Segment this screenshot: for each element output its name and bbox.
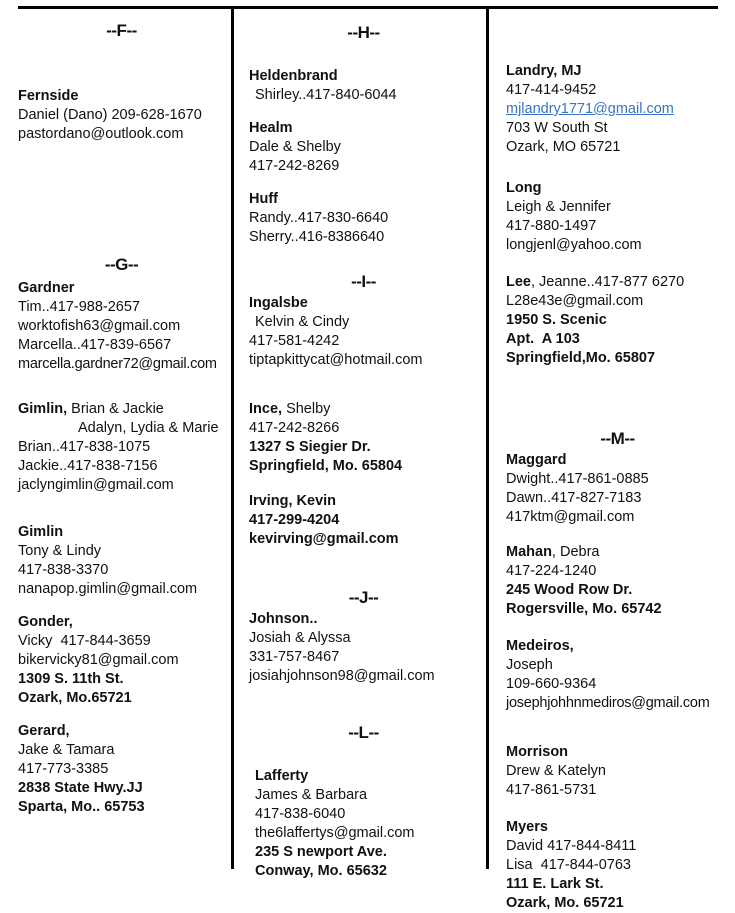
entry-maggard [506,451,729,527]
entry-line: Gerard, [18,723,70,739]
entry-line: Ingalsbe [249,295,308,311]
section-spacer [249,0,478,24]
entry-ingalsbe [249,294,478,370]
entry-line: Joseph [506,657,553,673]
entry-line: 109-660-9364 [506,676,597,692]
entry-spacer [249,370,478,400]
section-spacer [249,247,478,273]
entry-given-names: , Debra [551,544,600,560]
entry-line: Randy..417-830-6640 [249,210,389,226]
entry-line: Shirley..417-840-6044 [255,87,397,103]
entry-line: Ozark, MO 65721 [506,139,621,155]
heading-spacer [249,41,478,67]
entry-line: 417ktm@gmail.com [506,509,635,525]
entry-line: Long [506,180,542,196]
entry-line [506,543,729,562]
entry-line: James & Barbara [255,787,368,803]
entry-line: Huff [249,191,278,207]
section-letter-heading: --M-- [600,429,635,448]
entry-line: Lisa 417-844-0763 [506,857,631,873]
entry-line: Daniel (Dano) 209-628-1670 [18,107,202,123]
entry-line: Johnson.. [249,611,318,627]
entry-line: Maggard [506,452,567,468]
entry-line: worktofish63@gmail.com [18,318,181,334]
directory-column-1 [0,0,231,869]
entry-heldenbrand [249,67,478,105]
entry-line: 417-838-3370 [18,562,109,578]
section-spacer [249,549,478,589]
entry-line: 417-242-8269 [249,158,340,174]
entry-line: Conway, Mo. 65632 [255,863,387,879]
entry-line: Kelvin & Cindy [255,314,350,330]
entry-line: Apt. A 103 [506,331,580,347]
entry-spacer [249,176,478,190]
email-link[interactable]: mjlandry1771@gmail.com [506,101,674,117]
entry-line: 1327 S Siegier Dr. [249,439,371,455]
entry-lee [506,273,729,368]
entry-gonder [18,613,225,708]
section-letter-heading: --I-- [351,272,376,291]
heading-spacer [18,39,225,87]
entry-given-names: Shelby [282,401,331,417]
entry-line: Dwight..417-861-0885 [506,471,649,487]
entry-line: Drew & Katelyn [506,763,606,779]
entry-line [249,400,478,419]
entry-line: 417-299-4204 [249,512,340,528]
entry-line: Marcella..417-839-6567 [18,337,172,353]
entry-line: Sherry..416-8386640 [249,229,385,245]
entry-line: Jackie..417-838-7156 [18,458,158,474]
entry-line: Medeiros, [506,638,574,654]
entry-spacer [506,255,729,273]
entry-line: Lafferty [255,768,309,784]
entry-gimlin-brian [18,400,225,495]
entry-gimlin-tony [18,523,225,599]
entry-line: 1950 S. Scenic [506,312,607,328]
entry-surname: Lee [506,274,531,290]
entry-line: 417-838-6040 [255,806,346,822]
section-spacer [18,144,225,256]
entry-line: Dale & Shelby [249,139,341,155]
entry-line [506,100,729,119]
entry-line: Adalyn, Lydia & Marie [78,420,219,436]
entry-myers [506,818,729,913]
entry-johnson [249,610,478,686]
entry-line: the6laffertys@gmail.com [255,825,415,841]
entry-line: marcella.gardner72@gmail.com [18,356,217,372]
entry-spacer [506,157,729,179]
entry-line: 245 Wood Row Dr. [506,582,633,598]
entry-line: 1309 S. 11th St. [18,671,124,687]
entry-line: Gimlin [18,524,64,540]
entry-line: 417-224-1240 [506,563,597,579]
entry-lafferty [249,767,478,881]
entry-line [506,273,729,292]
entry-gardner [18,279,225,374]
entry-line: Healm [249,120,293,136]
entry-spacer [18,374,225,400]
entry-spacer [506,527,729,543]
entry-line: Fernside [18,88,79,104]
entry-line: Tim..417-988-2657 [18,299,140,315]
entry-line: 417-880-1497 [506,218,597,234]
entry-line: Rogersville, Mo. 65742 [506,601,662,617]
section-spacer [18,0,225,22]
entry-mahan [506,543,729,619]
entry-ince [249,400,478,476]
section-letter-heading: --L-- [348,723,379,742]
entry-line: Heldenbrand [249,68,338,84]
section-letter-heading: --J-- [348,588,379,607]
entry-spacer [506,713,729,743]
entry-fernside [18,87,225,144]
entry-line: bikervicky81@gmail.com [18,652,179,668]
entry-line: Gardner [18,280,75,296]
entry-landry [506,62,729,157]
entry-line: Myers [506,819,548,835]
entry-line: Landry, MJ [506,63,582,79]
section-spacer [249,686,478,724]
entry-line: Leigh & Jennifer [506,199,611,215]
entry-line: 417-773-3385 [18,761,109,777]
entry-line: 417-581-4242 [249,333,340,349]
entry-surname: Mahan [506,544,552,560]
entry-spacer [249,105,478,119]
entry-line: Springfield, Mo. 65804 [249,458,403,474]
entry-line: Jake & Tamara [18,742,115,758]
entry-line: Sparta, Mo.. 65753 [18,799,145,815]
entry-line: 331-757-8467 [249,649,340,665]
entry-spacer [506,800,729,818]
entry-line [18,400,225,419]
entry-line: tiptapkittycat@hotmail.com [249,352,423,368]
entry-spacer [18,599,225,613]
entry-line: Dawn..417-827-7183 [506,490,642,506]
entry-line: longjenl@yahoo.com [506,237,642,253]
entry-line: 703 W South St [506,120,608,136]
entry-line: Gonder, [18,614,73,630]
entry-spacer [506,619,729,637]
entry-long [506,179,729,255]
entry-line: josiahjohnson98@gmail.com [249,668,435,684]
entry-gerard [18,722,225,817]
entry-line: Ozark, Mo.65721 [18,690,132,706]
entry-line: kevirving@gmail.com [249,531,399,547]
entry-line: 2838 State Hwy.JJ [18,780,143,796]
entry-spacer [18,708,225,722]
entry-spacer [249,476,478,492]
entry-line: 417-242-8266 [249,420,340,436]
entry-line: jaclyngimlin@gmail.com [18,477,174,493]
entry-line: Brian..417-838-1075 [18,439,151,455]
entry-healm [249,119,478,176]
entry-line: Tony & Lindy [18,543,102,559]
entry-medeiros [506,637,729,713]
entry-line: L28e43e@gmail.com [506,293,644,309]
entry-line: Springfield,Mo. 65807 [506,350,656,366]
section-spacer [506,368,729,430]
entry-line: 417-414-9452 [506,82,597,98]
entry-line: David 417-844-8411 [506,838,637,854]
entry-line: nanapop.gimlin@gmail.com [18,581,198,597]
section-letter-heading: --F-- [106,21,137,40]
entry-given-names: , Jeanne..417-877 6270 [531,274,685,290]
entry-irving [249,492,478,549]
entry-line: josephjohhnmediros@gmail.com [506,695,710,711]
entry-surname: Ince, [249,401,283,417]
entry-spacer [18,495,225,523]
entry-line: 111 E. Lark St. [506,876,604,892]
entry-line: Vicky 417-844-3659 [18,633,151,649]
heading-spacer [249,741,478,767]
section-spacer [506,0,729,62]
entry-line: Josiah & Alyssa [249,630,351,646]
section-letter-heading: --H-- [347,23,380,42]
entry-surname: Gimlin, [18,401,68,417]
directory-column-2 [231,0,486,879]
entry-line: Irving, Kevin [249,493,337,509]
entry-line: pastordano@outlook.com [18,126,184,142]
entry-line: Morrison [506,744,569,760]
entry-given-names: Brian & Jackie [67,401,164,417]
entry-line: Ozark, Mo. 65721 [506,895,624,911]
section-letter-heading: --G-- [104,255,139,274]
entry-line: 235 S newport Ave. [255,844,387,860]
entry-line: 417-861-5731 [506,782,597,798]
entry-morrison [506,743,729,800]
directory-column-3 [486,0,735,911]
entry-huff [249,190,478,247]
